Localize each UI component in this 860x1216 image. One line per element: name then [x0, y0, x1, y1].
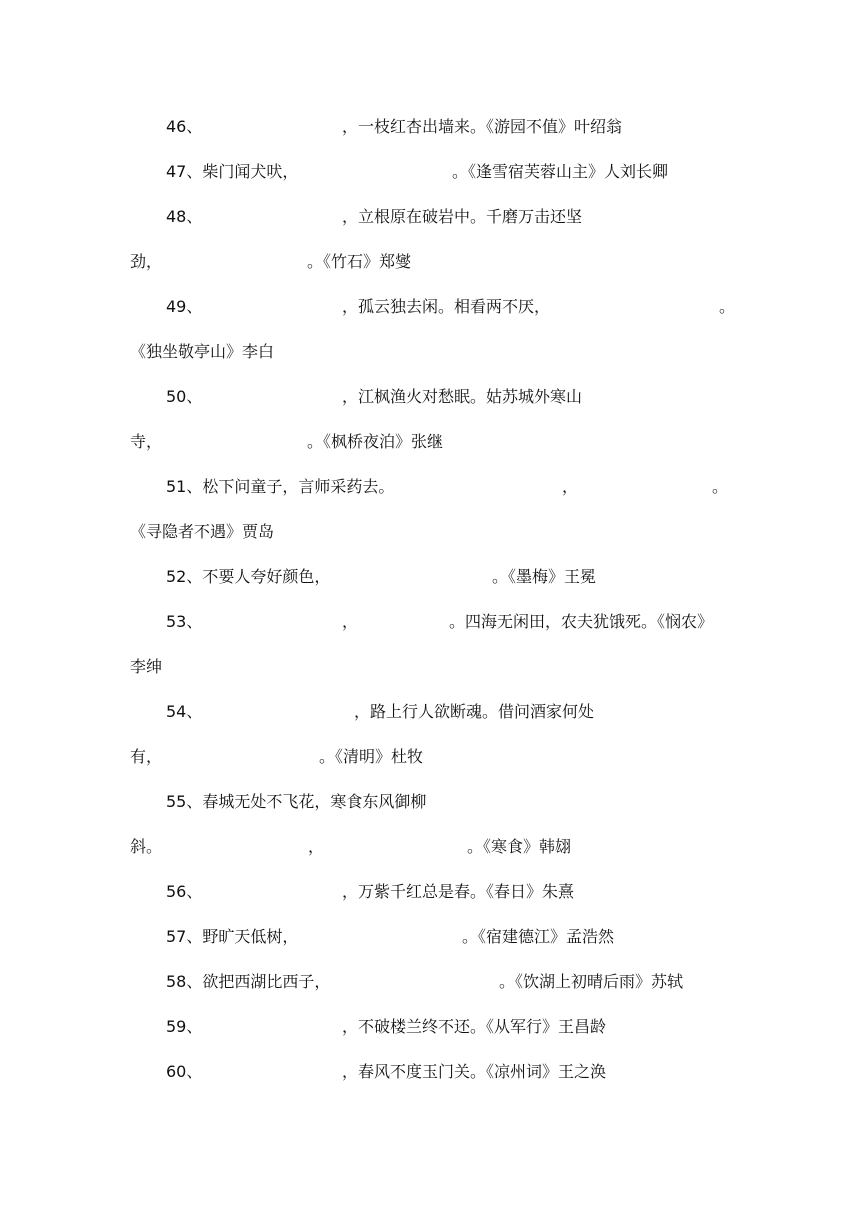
line-47-prompt: 47、柴门闻犬吠，	[166, 162, 299, 181]
line-55-source: 。《寒食》韩翃	[467, 837, 572, 856]
line-52-source: 。《墨梅》王冕	[492, 567, 597, 586]
line-49-source: 《独坐敬亭山》李白	[130, 342, 275, 361]
line-51-prompt: 51、松下问童子，言师采药去。	[166, 477, 395, 496]
line-47-source: 。《逢雪宿芙蓉山主》人刘长卿	[452, 162, 669, 181]
line-52-prompt: 52、不要人夸好颜色，	[166, 567, 331, 586]
line-46-number: 46、	[166, 117, 203, 136]
line-59-number: 59、	[166, 1017, 203, 1036]
line-58-prompt: 58、欲把西湖比西子，	[166, 972, 331, 991]
line-55-cont: 斜。	[130, 837, 163, 856]
line-53-comma: ，	[342, 612, 359, 631]
line-48-cont: 劲，	[130, 252, 163, 271]
line-55-prompt: 55、春城无处不飞花，寒食东风御柳	[166, 792, 427, 811]
line-60-text: ，春风不度玉门关。《凉州词》王之涣	[342, 1062, 607, 1081]
line-57-source: 。《宿建德江》孟浩然	[462, 927, 615, 946]
line-54-number: 54、	[166, 702, 203, 721]
line-51-end: 。	[712, 477, 729, 496]
line-48-source: 。《竹石》郑燮	[307, 252, 412, 271]
line-48-text: ，立根原在破岩中。千磨万击还坚	[342, 207, 583, 226]
line-48-number: 48、	[166, 207, 203, 226]
line-59-text: ，不破楼兰终不还。《从军行》王昌龄	[342, 1017, 607, 1036]
line-60-number: 60、	[166, 1062, 203, 1081]
line-51-source: 《寻隐者不遇》贾岛	[130, 522, 275, 541]
line-50-source: 。《枫桥夜泊》张继	[307, 432, 444, 451]
line-46-text: ，一枝红杏出墙来。《游园不值》叶绍翁	[342, 117, 623, 136]
line-54-cont: 有，	[130, 747, 163, 766]
line-57-prompt: 57、野旷天低树，	[166, 927, 299, 946]
line-50-number: 50、	[166, 387, 203, 406]
line-50-text: ，江枫渔火对愁眠。姑苏城外寒山	[342, 387, 583, 406]
line-55-comma: ，	[308, 837, 325, 856]
line-49-end: 。	[719, 297, 736, 316]
line-54-text: ，路上行人欲断魂。借问酒家何处	[354, 702, 595, 721]
line-53-text: 。四海无闲田，农夫犹饿死。《悯农》	[449, 612, 714, 631]
line-51-comma: ，	[562, 477, 579, 496]
line-53-source: 李绅	[130, 657, 163, 676]
line-53-number: 53、	[166, 612, 203, 631]
line-58-source: 。《饮湖上初晴后雨》苏轼	[499, 972, 684, 991]
line-49-number: 49、	[166, 297, 203, 316]
line-56-text: ，万紫千红总是春。《春日》朱熹	[342, 882, 575, 901]
line-50-cont: 寺，	[130, 432, 163, 451]
line-49-text: ，孤云独去闲。相看两不厌，	[342, 297, 551, 316]
line-54-source: 。《清明》杜牧	[319, 747, 424, 766]
line-56-number: 56、	[166, 882, 203, 901]
